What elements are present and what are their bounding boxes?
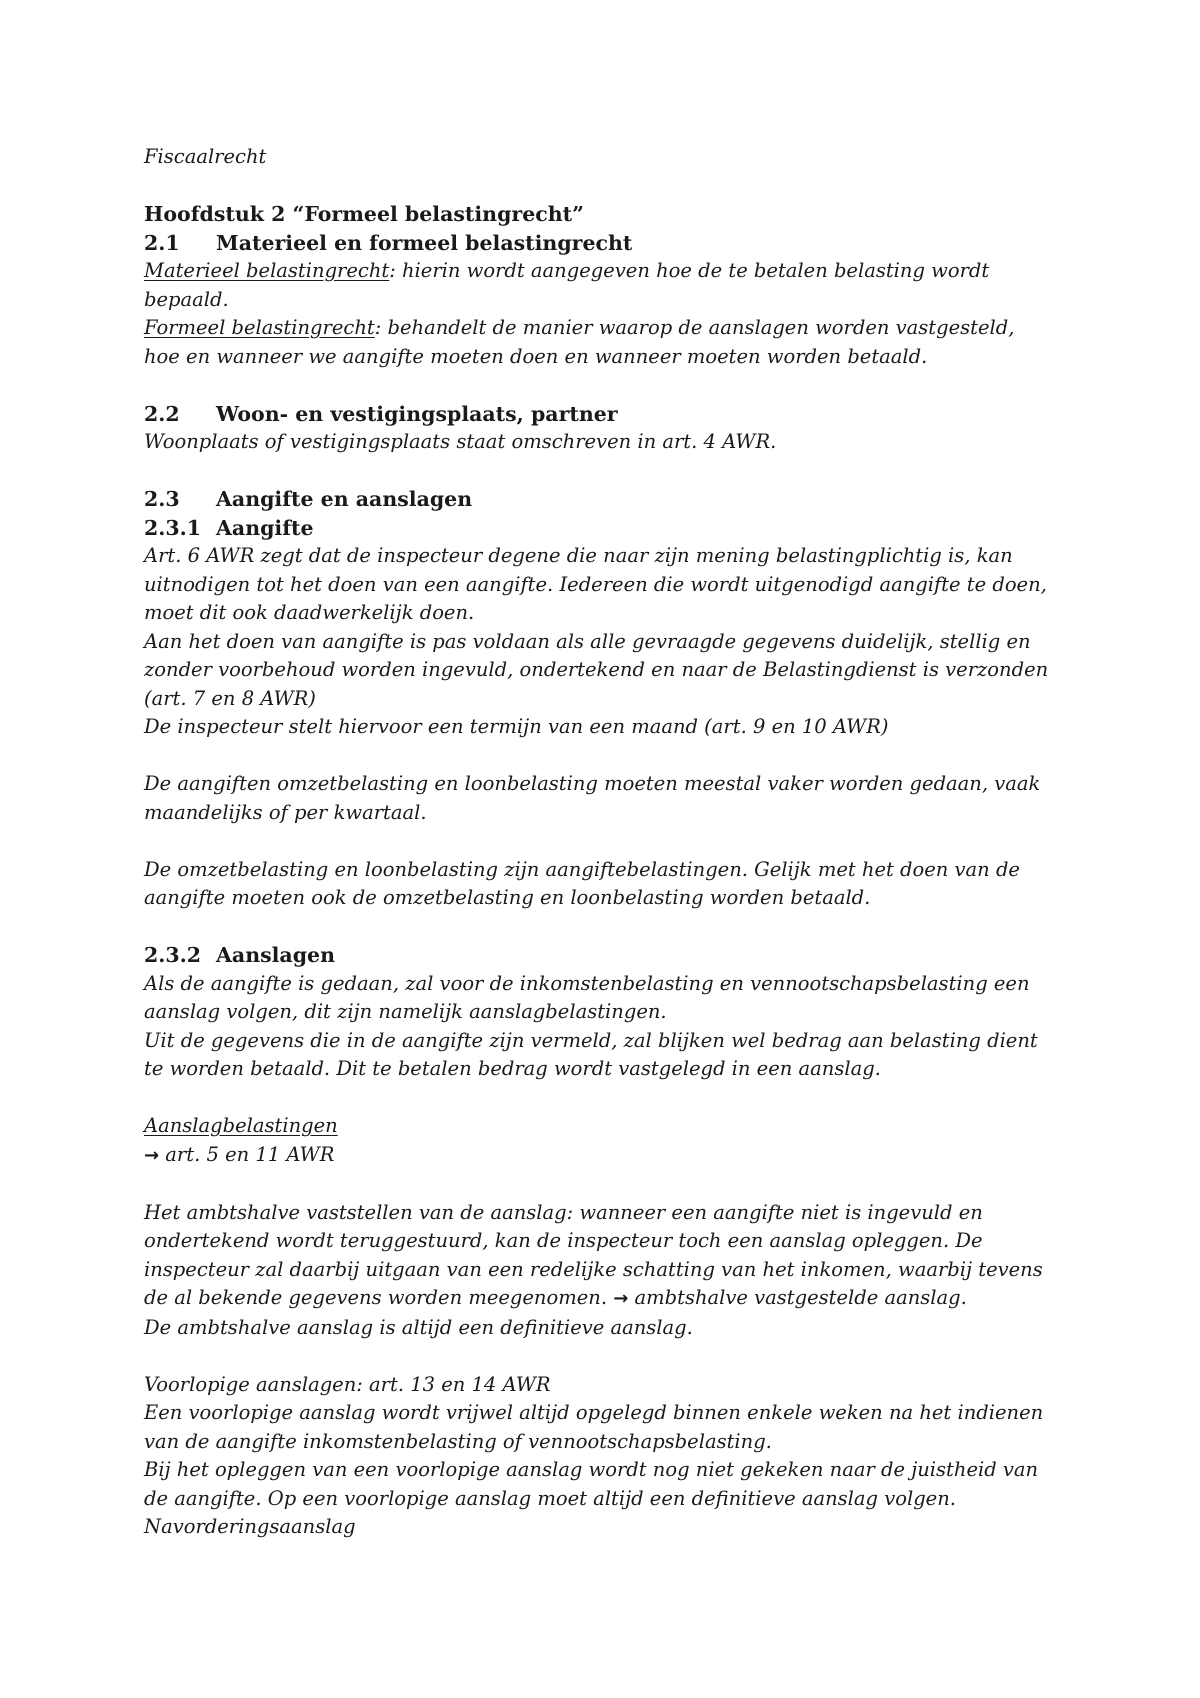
spacer <box>144 1170 1074 1199</box>
text-line: bepaald. <box>144 287 229 311</box>
text-line: aanslag volgen, dit zijn namelijk aanslagbelastingen. <box>144 1000 667 1023</box>
text-line: aangifte moeten ook de omzetbelasting en loonbelasting worden betaald. <box>144 886 871 909</box>
text-line: Voorlopige aanslagen: art. 13 en 14 AWR <box>144 1372 551 1396</box>
spacer <box>144 913 1074 942</box>
section-title: Materieel en formeel belastingrecht <box>216 230 633 255</box>
definition-text: : hierin wordt aangegeven hoe de te betalen belasting wordt <box>389 259 990 282</box>
text-line: uitnodigen tot het doen van een aangifte. Iedereen die wordt uitgenodigd aangifte te doen, <box>144 572 1047 596</box>
definition-text: : behandelt de manier waarop de aanslagen worden vastgesteld, <box>374 316 1015 339</box>
text-line: Art. 6 AWR zegt dat de inspecteur degene die naar zijn mening belastingplichtig is, kan <box>144 544 1013 567</box>
document-page <box>144 143 1074 1542</box>
section-heading-2-1 <box>144 229 1074 258</box>
text-line <box>144 1284 1074 1314</box>
text-line: de aangifte. Op een voorlopige aanslag moet altijd een definitieve aanslag volgen. <box>144 1486 956 1510</box>
spacer <box>144 457 1074 486</box>
section-number: 2.3.2 <box>144 943 202 967</box>
text-line: Een voorlopige aanslag wordt vrijwel altijd opgelegd binnen enkele weken na het indienen <box>144 1401 1044 1424</box>
section-heading-2-3-1 <box>144 514 1074 543</box>
spacer <box>144 172 1074 201</box>
section-number: 2.3 <box>144 487 180 511</box>
reference-text: art. 5 en 11 AWR <box>159 1142 335 1166</box>
spacer <box>144 742 1074 771</box>
subject-title: Fiscaalrecht <box>144 145 267 168</box>
section-heading-2-2 <box>144 400 1074 429</box>
section-heading-2-3-2 <box>144 941 1074 970</box>
text-line: Bij het opleggen van een voorlopige aanslag wordt nog niet gekeken naar de juistheid van <box>144 1458 1039 1481</box>
text-line: maandelijks of per kwartaal. <box>144 800 427 824</box>
text-line: ondertekend wordt teruggestuurd, kan de inspecteur toch een aanslag opleggen. De <box>144 1229 983 1252</box>
text-line: De ambtshalve aanslag is altijd een definitieve aanslag. <box>144 1315 693 1339</box>
text-line: De aangiften omzetbelasting en loonbelasting moeten meestal vaker worden gedaan, vaak <box>144 772 1041 795</box>
text-line: moet dit ook daadwerkelijk doen. <box>144 601 475 624</box>
text-line: van de aangifte inkomstenbelasting of vennootschapsbelasting. <box>144 1429 772 1453</box>
text-line: inspecteur zal daarbij uitgaan van een redelijke schatting van het inkomen, waarbij tevens <box>144 1257 1043 1281</box>
section-title: Aangifte en aanslagen <box>216 487 473 511</box>
term-formeel: Formeel belastingrecht <box>144 316 375 339</box>
text-line: Navorderingsaanslag <box>144 1515 356 1538</box>
spacer <box>144 827 1074 856</box>
text-line: De omzetbelasting en loonbelasting zijn aangiftebelastingen. Gelijk met het doen van de <box>144 857 1020 881</box>
reference-line <box>144 1141 1074 1171</box>
section-title: Aangifte <box>216 515 314 540</box>
term-materieel: Materieel belastingrecht <box>144 259 390 282</box>
spacer <box>144 1342 1074 1371</box>
section-number: 2.2 <box>144 401 180 426</box>
text-line: zonder voorbehoud worden ingevuld, ondertekend en naar de Belastingdienst is verzonden <box>144 658 1049 681</box>
spacer <box>144 1084 1074 1113</box>
text-line: (art. 7 en 8 AWR) <box>144 686 316 710</box>
section-title: Woon- en vestigingsplaats, partner <box>216 401 618 426</box>
subheading-aanslagbelastingen: Aanslagbelastingen <box>144 1114 338 1137</box>
text-line: Aan het doen van aangifte is pas voldaan als alle gevraagde gegevens duidelijk, stellig en <box>144 629 1031 653</box>
definition-formeel <box>144 314 1074 343</box>
text-line: De inspecteur stelt hiervoor een termijn van een maand (art. 9 en 10 AWR) <box>144 715 889 738</box>
definition-materieel <box>144 257 1074 286</box>
section-number: 2.1 <box>144 230 180 255</box>
text-segment: ambtshalve vastgestelde aanslag. <box>628 1286 967 1309</box>
text-line: Uit de gegevens die in de aangifte zijn vermeld, zal blijken wel bedrag aan belasting dient <box>144 1028 1038 1052</box>
chapter-heading: Hoofdstuk 2 “Formeel belastingrecht” <box>144 202 584 226</box>
text-line: te worden betaald. Dit te betalen bedrag wordt vastgelegd in een aanslag. <box>144 1057 881 1080</box>
text-line: Als de aangifte is gedaan, zal voor de inkomstenbelasting en vennootschapsbelasting een <box>144 971 1030 995</box>
section-title: Aanslagen <box>216 943 335 967</box>
text-segment: de al bekende gegevens worden meegenomen. <box>144 1286 614 1309</box>
spacer <box>144 371 1074 400</box>
section-heading-2-3 <box>144 485 1074 514</box>
text-line: Woonplaats of vestigingsplaats staat omschreven in art. 4 AWR. <box>144 430 777 453</box>
text-line: hoe en wanneer we aangifte moeten doen en wanneer moeten worden betaald. <box>144 344 928 368</box>
section-number: 2.3.1 <box>144 515 202 540</box>
arrow-right-icon: → <box>144 1144 160 1166</box>
text-line: Het ambtshalve vaststellen van de aanslag: wanneer een aangifte niet is ingevuld en <box>144 1200 983 1224</box>
arrow-right-icon: → <box>613 1288 629 1309</box>
